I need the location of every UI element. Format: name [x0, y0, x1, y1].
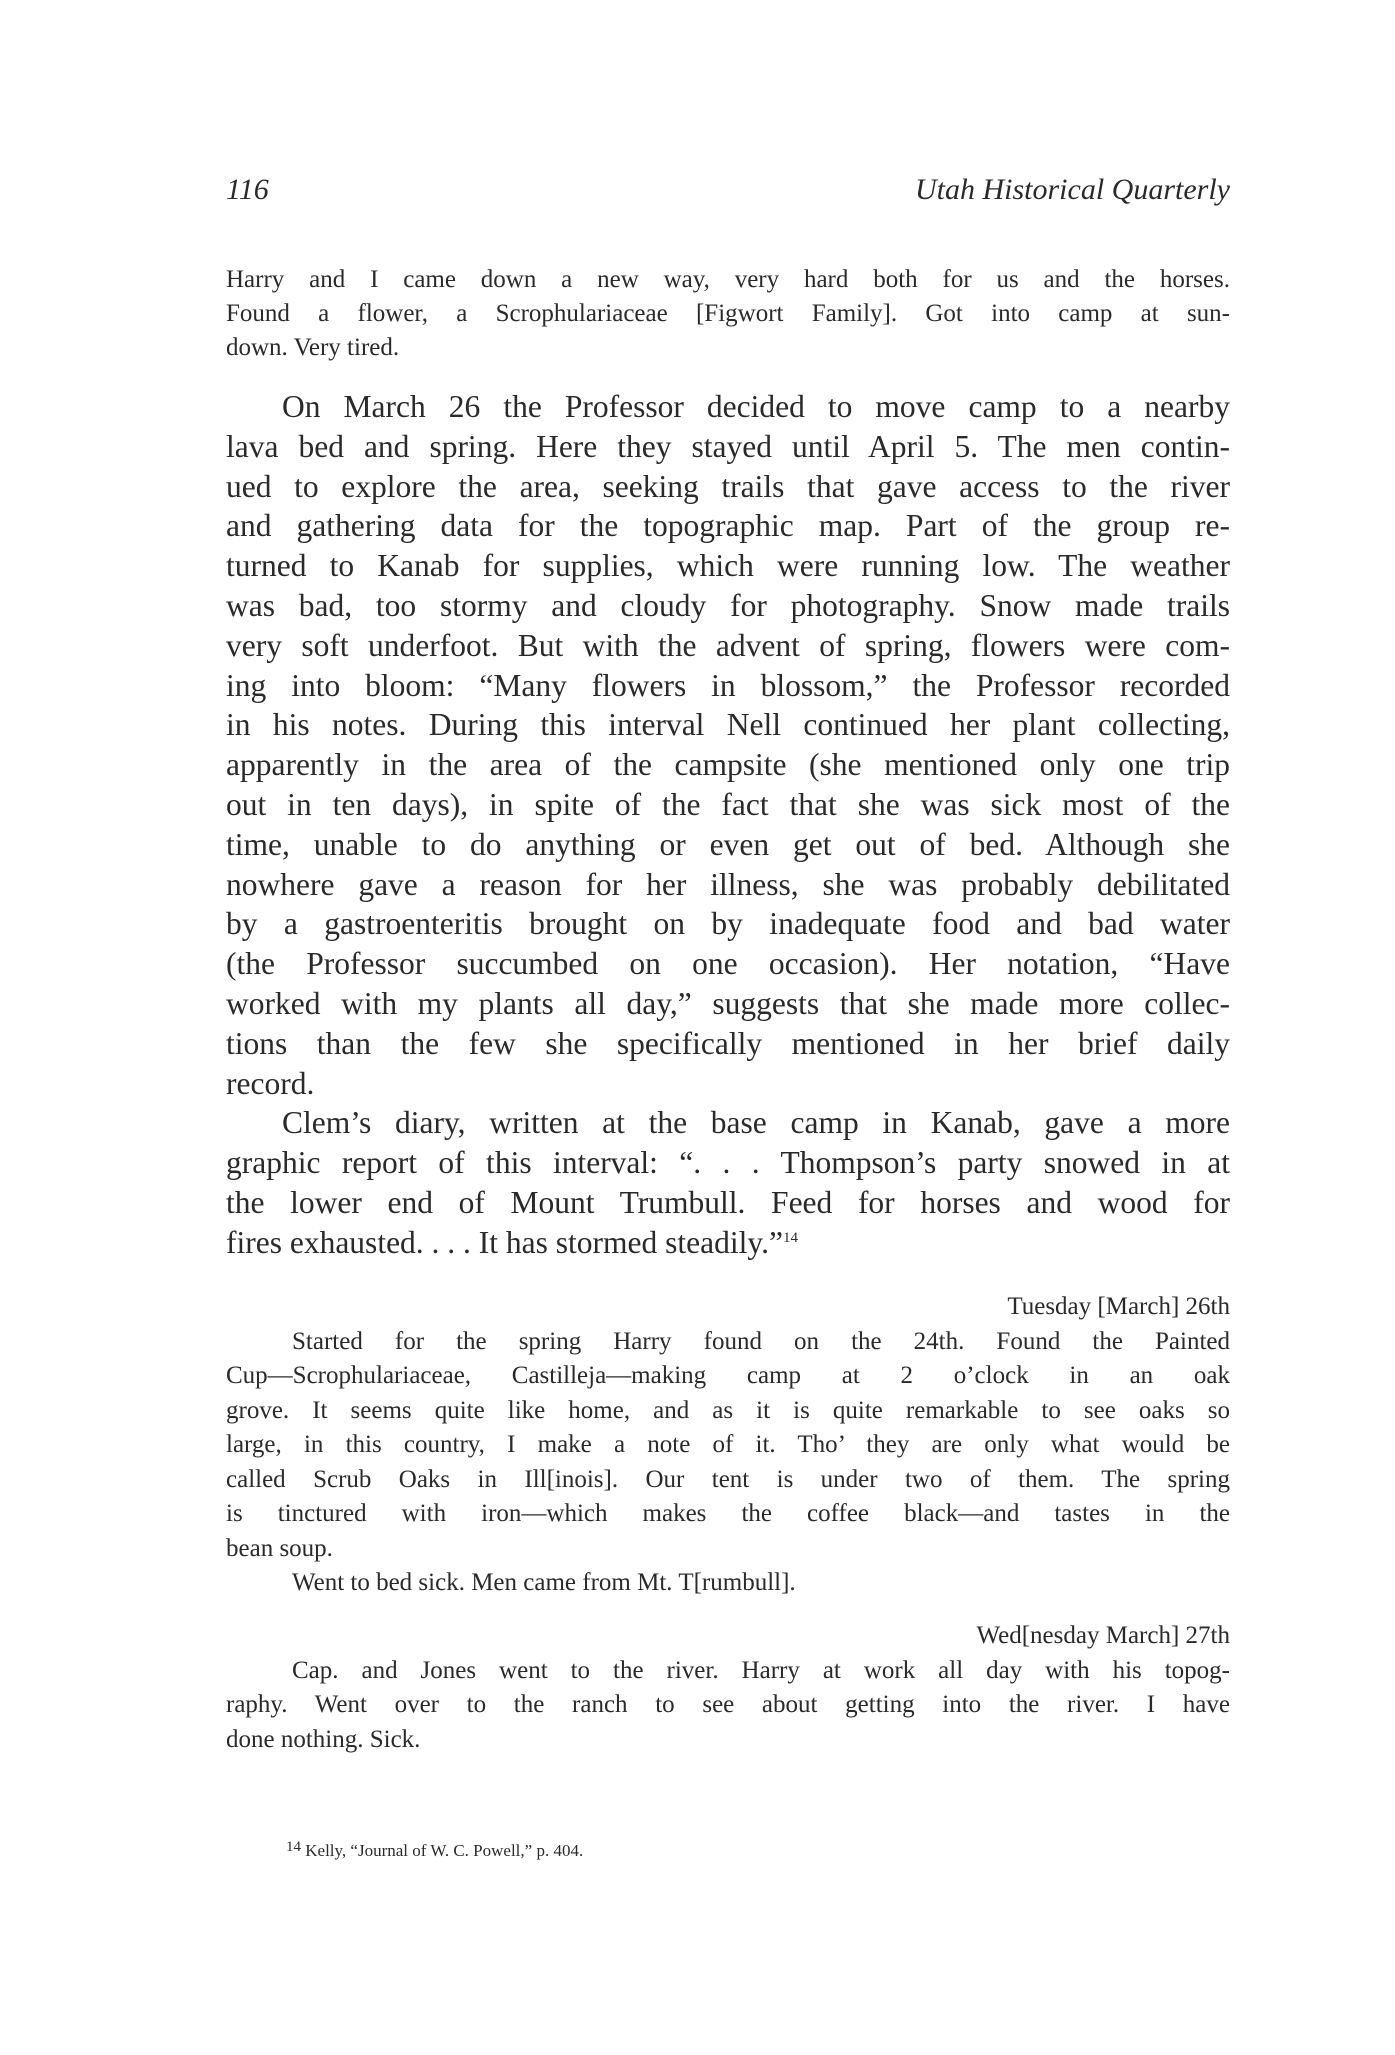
footnote-text: Kelly, “Journal of W. C. Powell,” p. 404. — [305, 1841, 584, 1860]
text-line: (the Professor succumbed on one occasion). Her notation, “Have — [226, 946, 1230, 982]
diary-line: called Scrub Oaks in Ill[inois]. Our tent is under two of them. The spring — [226, 1465, 1230, 1493]
entry-date: Tuesday [March] 26th — [1007, 1293, 1230, 1320]
text-line: and gathering data for the topographic map. Part of the group re- — [226, 508, 1230, 544]
text-line: very soft underfoot. But with the advent of spring, flowers were com- — [226, 627, 1230, 663]
diary-line: Cup—Scrophulariaceae, Castilleja—making camp at 2 o’clock in an oak — [226, 1362, 1230, 1389]
text-line: apparently in the area of the campsite (she mentioned only one trip — [226, 747, 1230, 783]
text-line: ing into bloom: “Many flowers in blossom,” the Professor recorded — [226, 667, 1230, 703]
diary-excerpt — [226, 263, 1230, 365]
footnote-reference: 14 — [782, 1229, 798, 1246]
text-line: nowhere gave a reason for her illness, she was probably debilitated — [226, 866, 1230, 902]
text-line: time, unable to do anything or even get out of bed. Although she — [226, 826, 1230, 862]
excerpt-line: down. Very tired. — [226, 334, 400, 361]
diary-line: Started for the spring Harry found on the 24th. Found the Painted — [292, 1327, 1230, 1355]
text-line: in his notes. During this interval Nell continued her plant collecting, — [226, 707, 1230, 743]
narrative-paragraph-1 — [226, 387, 1230, 1103]
diary-line: is tinctured with iron—which makes the coffee black—and tastes in the — [226, 1500, 1230, 1527]
text-line: by a gastroenteritis brought on by inadequate food and bad water — [226, 906, 1230, 942]
diary-entry — [226, 1619, 1230, 1757]
text-line — [226, 1223, 1230, 1263]
excerpt-line: Found a flower, a Scrophulariaceae [Figwort Family]. Got into camp at sun- — [226, 300, 1230, 327]
text-line: out in ten days), in spite of the fact that she was sick most of the — [226, 786, 1230, 822]
diary-entry — [226, 1290, 1230, 1601]
text-line-content: fires exhausted. . . . It has stormed steadily.” — [226, 1224, 783, 1260]
text-line: tions than the few she specifically mentioned in her brief daily — [226, 1025, 1230, 1061]
diary-line: Cap. and Jones went to the river. Harry at work all day with his topog- — [292, 1656, 1230, 1684]
text-line: ued to explore the area, seeking trails that gave access to the river — [226, 468, 1230, 504]
diary-line: grove. It seems quite like home, and as it is quite remarkable to see oaks so — [226, 1396, 1230, 1424]
diary-line: large, in this country, I make a note of it. Tho’ they are only what would be — [226, 1431, 1230, 1458]
text-line: was bad, too stormy and cloudy for photography. Snow made trails — [226, 587, 1230, 623]
diary-line: bean soup. — [226, 1534, 333, 1562]
diary-note: Went to bed sick. Men came from Mt. T[rumbull]. — [292, 1569, 796, 1596]
text-line: lava bed and spring. Here they stayed until April 5. The men contin- — [226, 428, 1230, 464]
text-line: turned to Kanab for supplies, which were running low. The weather — [226, 548, 1230, 584]
page-number: 116 — [226, 173, 269, 206]
diary-line: done nothing. Sick. — [226, 1725, 421, 1753]
text-line: On March 26 the Professor decided to move camp to a nearby — [282, 389, 1230, 424]
excerpt-line: Harry and I came down a new way, very hard both for us and the horses. — [226, 266, 1230, 293]
text-line: Clem’s diary, written at the base camp in Kanab, gave a more — [282, 1105, 1230, 1141]
text-line: record. — [226, 1065, 315, 1101]
footnote — [286, 1840, 583, 1862]
footnote-number: 14 — [286, 1839, 301, 1855]
narrative-paragraph-2 — [226, 1103, 1230, 1262]
text-line: the lower end of Mount Trumbull. Feed for horses and wood for — [226, 1184, 1230, 1220]
entry-date: Wed[nesday March] 27th — [976, 1622, 1230, 1649]
narrative-text — [226, 387, 1230, 1263]
diary-line: raphy. Went over to the ranch to see about getting into the river. I have — [226, 1691, 1230, 1718]
text-line: graphic report of this interval: “. . . Thompson’s party snowed in at — [226, 1145, 1230, 1181]
journal-title: Utah Historical Quarterly — [915, 173, 1230, 206]
text-line: worked with my plants all day,” suggests that she made more collec- — [226, 985, 1230, 1021]
